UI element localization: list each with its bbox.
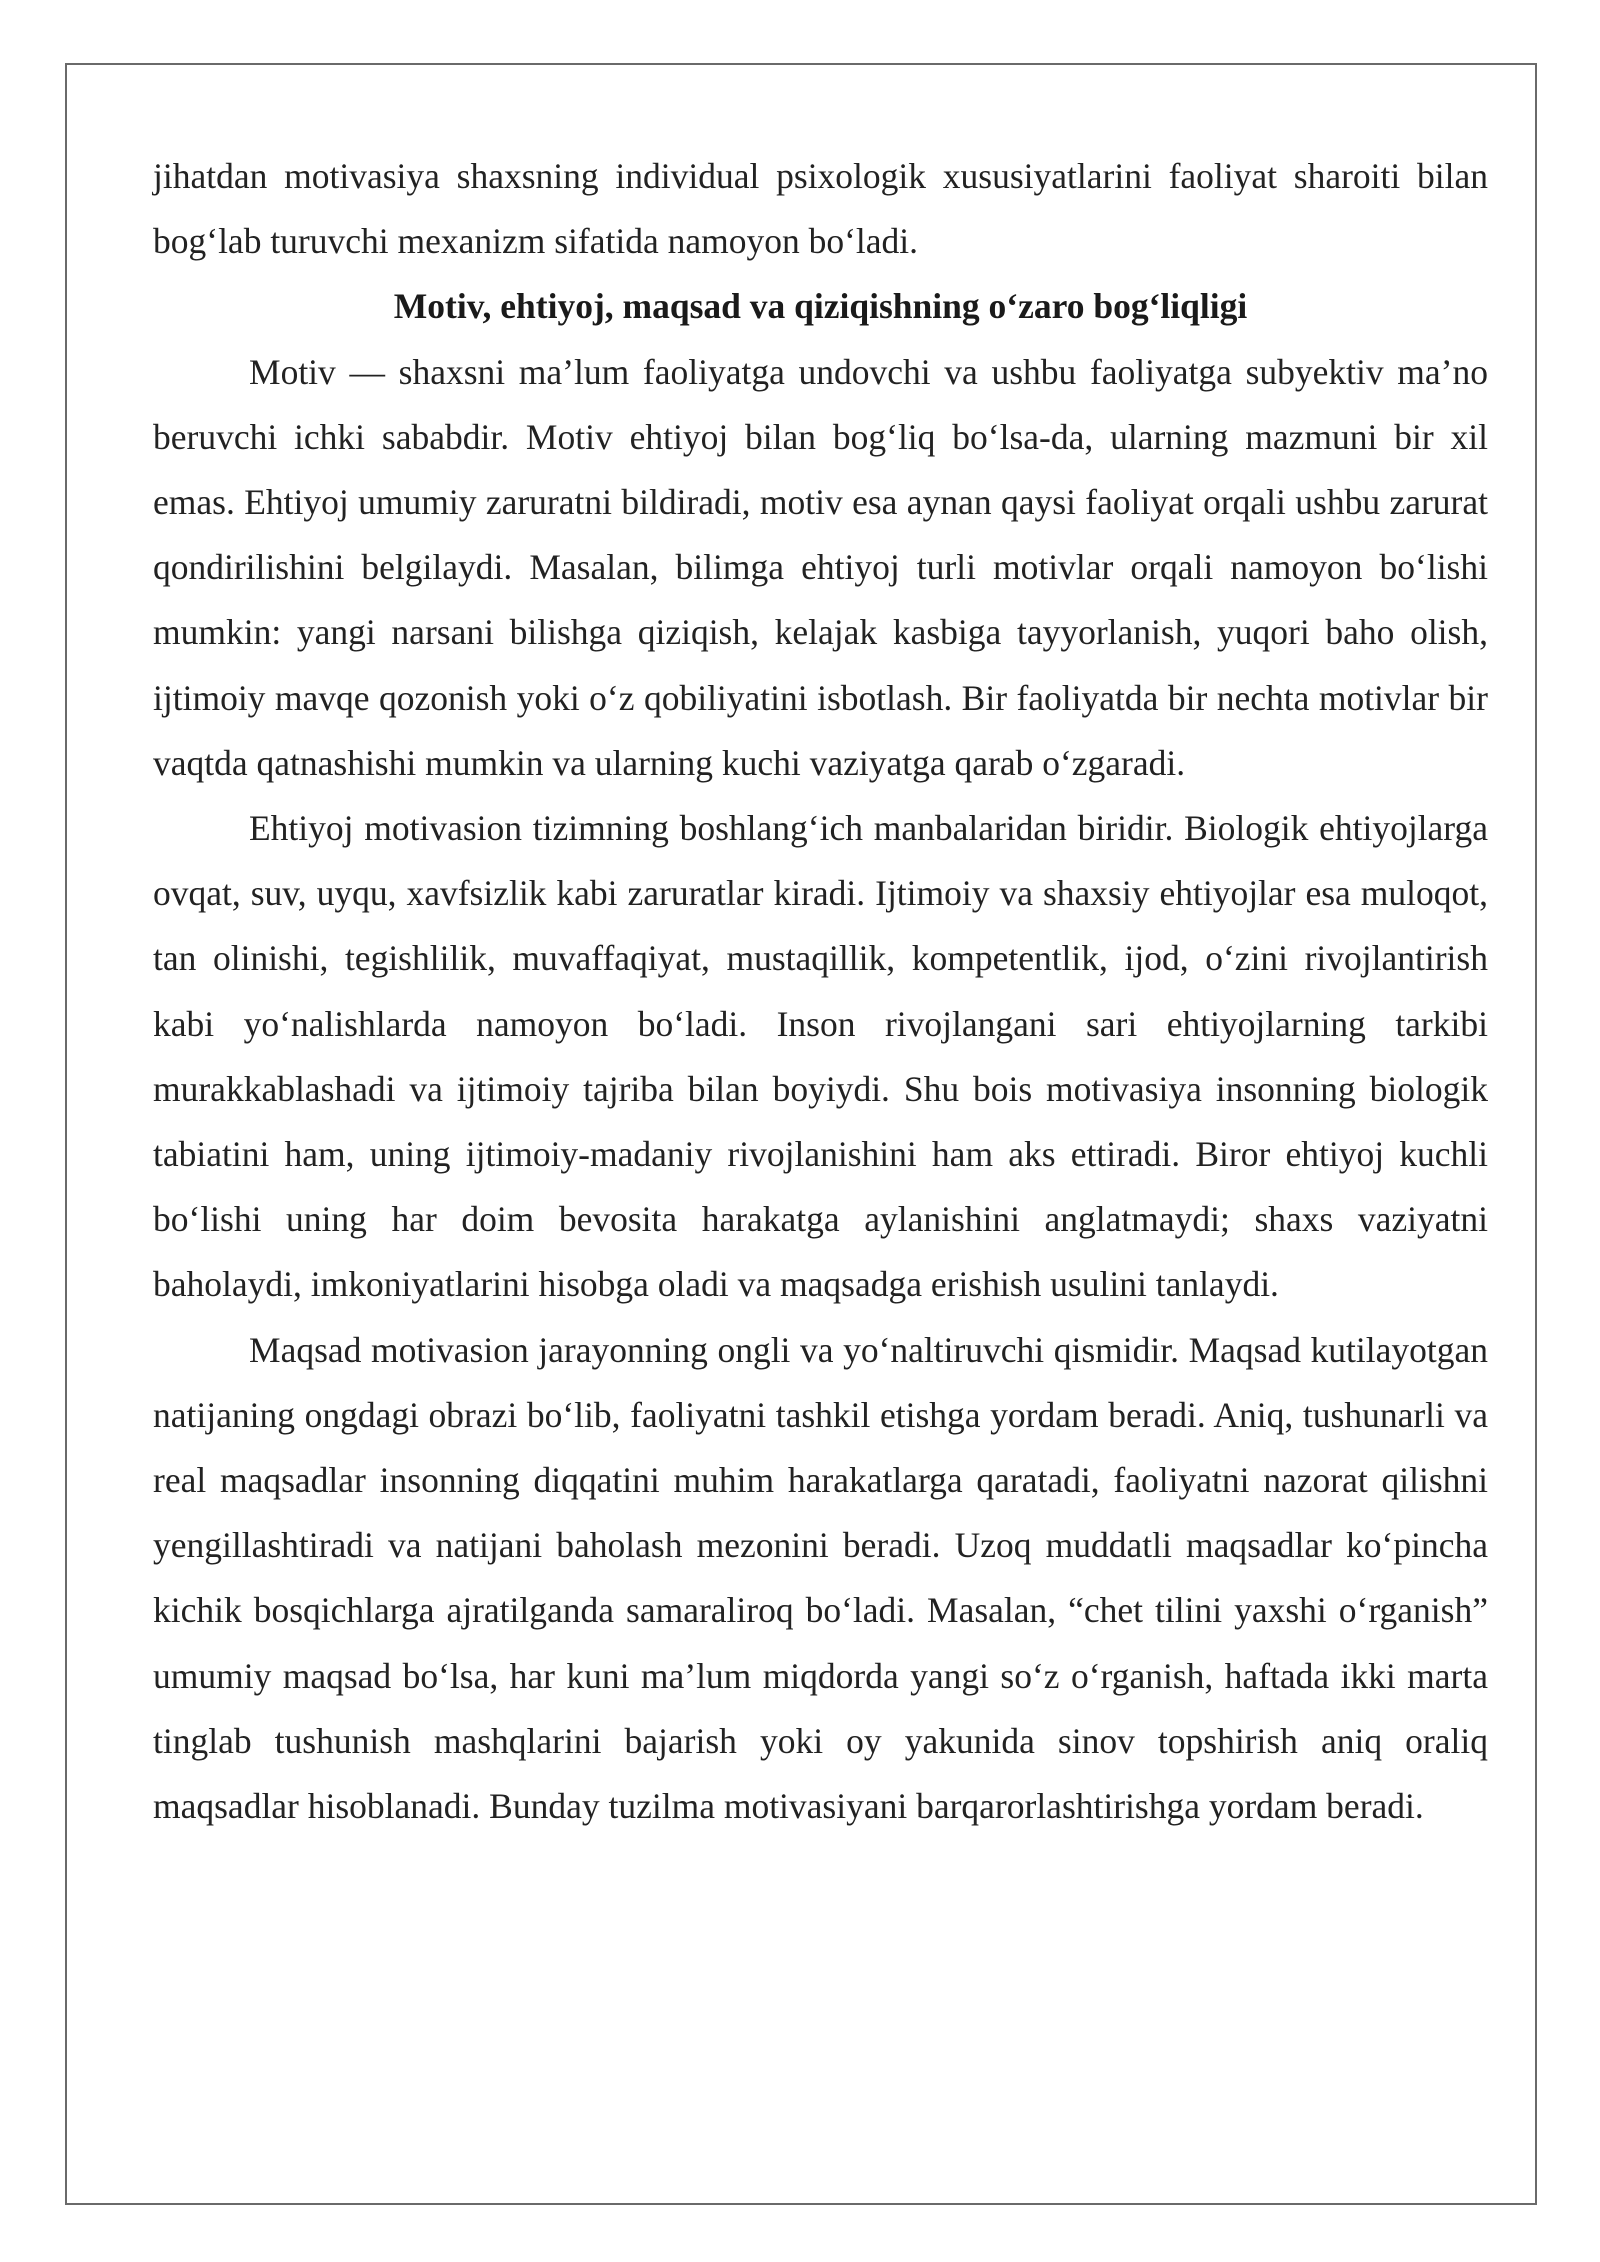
paragraph-ehtiyoj: Ehtiyoj motivasion tizimning boshlang‘ich manbalaridan biridir. Biologik ehtiyojlarga ovqat, suv, uyqu, xavfsizlik kabi zaruratlar kiradi. Ijtimoiy va shaxsiy ehtiyojlar esa muloqot, tan olinishi, tegishlilik, muvaffaqiyat, mustaqillik, kompetentlik, ijod, o‘zini rivojlantirish kabi yo‘nalishlarda namoyon bo‘ladi. Inson rivojlangani sari ehtiyojlarning tarkibi murakkablashadi va ijtimoiy tajriba bilan boyiydi. Shu bois motivasiya insonning biologik tabiatini ham, uning ijtimoiy-madaniy rivojlanishini ham aks ettiradi. Biror ehtiyoj kuchli bo‘lishi uning har doim bevosita harakatga aylanishini anglatmaydi; shaxs vaziyatni baholaydi, imkoniyatlarini hisobga oladi va maqsadga erishish usulini tanlaydi.	[153, 808, 1488, 1305]
paragraph-motiv: Motiv — shaxsni ma’lum faoliyatga undovchi va ushbu faoliyatga subyektiv ma’no beruvchi ichki sababdir. Motiv ehtiyoj bilan bog‘liq bo‘lsa-da, ularning mazmuni bir xil emas. Ehtiyoj umumiy zaruratni bildiradi, motiv esa aynan qaysi faoliyat orqali ushbu zarurat qondirilishini belgilaydi. Masalan, bilimga ehtiyoj turli motivlar orqali namoyon bo‘lishi mumkin: yangi narsani bilishga qiziqish, kelajak kasbiga tayyorlanish, yuqori baho olish, ijtimoiy mavqe qozonish yoki o‘z qobiliyatini isbotlash. Bir faoliyatda bir nechta motivlar bir vaqtda qatnashishi mumkin va ularning kuchi vaziyatga qarab o‘zgaradi.	[153, 351, 1488, 783]
paragraph-maqsad: Maqsad motivasion jarayonning ongli va yo‘naltiruvchi qismidir. Maqsad kutilayotgan natijaning ongdagi obrazi bo‘lib, faoliyatni tashkil etishga yordam beradi. Aniq, tushunarli va real maqsadlar insonning diqqatini muhim harakatlarga qaratadi, faoliyatni nazorat qilishni yengillashtiradi va natijani baholash mezonini beradi. Uzoq muddatli maqsadlar ko‘pincha kichik bosqichlarga ajratilganda samaraliroq bo‘ladi. Masalan, “chet tilini yaxshi o‘rganish” umumiy maqsad bo‘lsa, har kuni ma’lum miqdorda yangi so‘z o‘rganish, haftada ikki marta tinglab tushunish mashqlarini bajarish yoki oy yakunida sinov topshirish aniq oraliq maqsadlar hisoblanadi. Bunday tuzilma motivasiyani barqarorlashtirishga yordam beradi.	[153, 1329, 1488, 1827]
document-body	[153, 144, 1488, 1839]
section-heading: Motiv, ehtiyoj, maqsad va qiziqishning o‘zaro bog‘liqligi	[393, 286, 1248, 327]
intro-paragraph: jihatdan motivasiya shaxsning individual psixologik xususiyatlarini faoliyat sharoiti bilan bog‘lab turuvchi mexanizm sifatida namoyon bo‘ladi.	[153, 156, 1488, 262]
